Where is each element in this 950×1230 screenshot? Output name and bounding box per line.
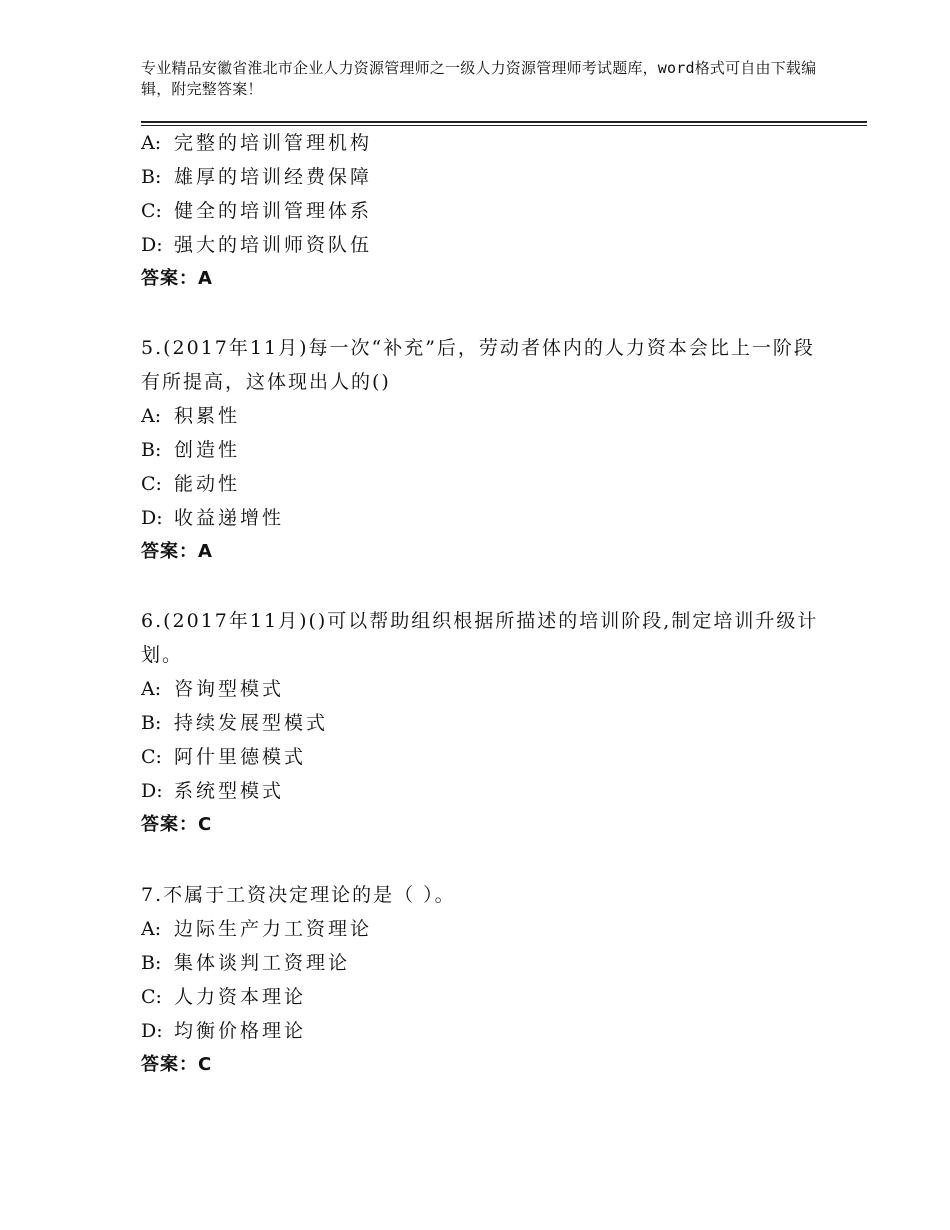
question-stem: 6.(2017年11月)()可以帮助组织根据所描述的培训阶段,制定培训升级计划。 [141, 610, 819, 666]
option-a: A: 完整的培训管理机构 [141, 132, 373, 154]
option-c: C: 能动性 [141, 473, 241, 495]
option-d: D: 收益递增性 [141, 507, 285, 529]
option-a: A: 边际生产力工资理论 [141, 918, 373, 940]
option-a: A: 积累性 [141, 405, 241, 427]
answer: 答案：A [141, 268, 213, 289]
answer: 答案：C [141, 814, 213, 835]
question-6 [141, 604, 831, 842]
document-header: 专业精品安徽省淮北市企业人力资源管理师之一级人力资源管理师考试题库，word格式可自由下载编辑，附完整答案！ [141, 59, 817, 98]
question-stem: 7.不属于工资决定理论的是（ ）。 [141, 884, 456, 906]
question-5 [141, 331, 831, 569]
answer: 答案：C [141, 1054, 213, 1075]
option-d: D: 系统型模式 [141, 780, 285, 802]
option-b: B: 持续发展型模式 [141, 712, 329, 734]
option-c: C: 健全的培训管理体系 [141, 200, 373, 222]
question-4 [141, 126, 831, 296]
option-a: A: 咨询型模式 [141, 678, 285, 700]
option-b: B: 集体谈判工资理论 [141, 952, 351, 974]
option-c: C: 人力资本理论 [141, 986, 307, 1008]
option-b: B: 雄厚的培训经费保障 [141, 166, 373, 188]
question-7 [141, 878, 831, 1082]
option-d: D: 强大的培训师资队伍 [141, 234, 373, 256]
option-c: C: 阿什里德模式 [141, 746, 307, 768]
header-rule-thick [141, 121, 867, 123]
option-d: D: 均衡价格理论 [141, 1020, 307, 1042]
option-b: B: 创造性 [141, 439, 241, 461]
question-stem: 5.(2017年11月)每一次“补充”后，劳动者体内的人力资本会比上一阶段有所提高，这体现出人的() [141, 337, 815, 393]
answer: 答案：A [141, 541, 213, 562]
